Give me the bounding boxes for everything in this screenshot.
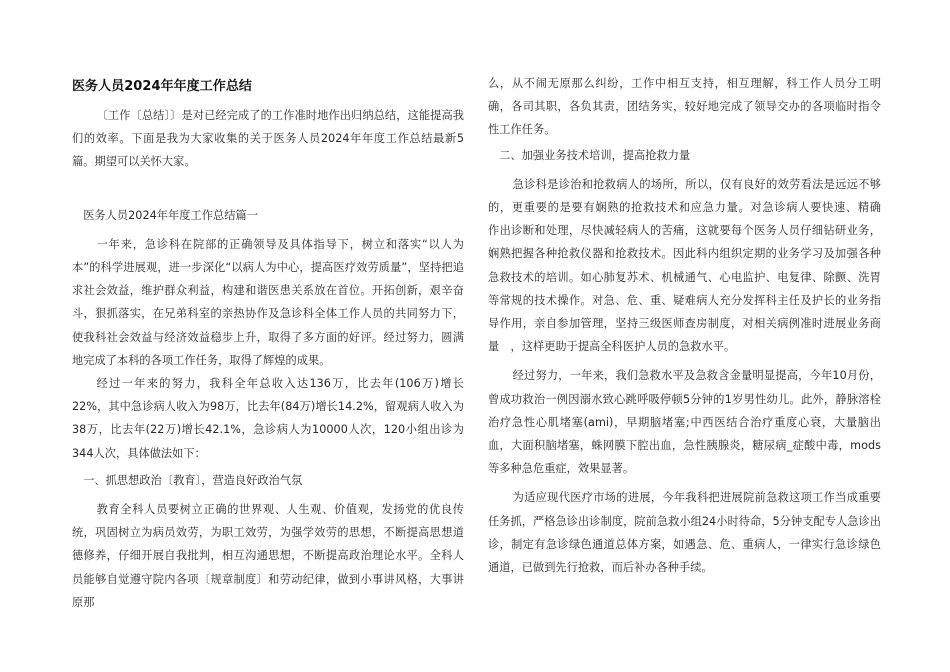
body-paragraph-1: 一年来，急诊科在院部的正确领导及具体指导下，树立和落实“以人为本”的科学进展观，进一步深化“以病人为中心，提高医疗效劳质量”，坚持把追求社会效益，维护群众利益，构建和谐医患关系放在首位。开拓创新，艰辛奋斗，狠抓落实，在兄弟科室的亲热协作及急诊科全体工作人员的共同努力下，使我科社会效益与经济效益稳步上升，取得了多方面的好评。经过努力，圆满地完成了本科的各项工作任务，取得了辉煌的成果。 — [72, 237, 464, 367]
right-paragraph-4: 为适应现代医疗市场的进展，今年我科把进展院前急救这项工作当成重要任务抓，严格急诊出诊制度，院前急救小组24小时待命，5分钟支配专人急诊出诊，制定有急诊绿色通道总体方案，如遇急、危、重病人，一律实行急诊绿色通道，已做到先行抢救，而后补办各种手续。 — [488, 491, 881, 575]
right-paragraph-3: 经过努力，一年来，我们急救水平及急救含金量明显提高，今年10月份，曾成功救治一例因溺水致心跳呼吸停顿5分钟的1岁男性幼儿。此外，静脉溶栓治疗急性心肌堵塞(ami)，早期脑堵塞;中西医结合治疗重度心衰，大量脑出血，大面积脑堵塞，蛛网膜下腔出血，急性胰腺炎，糖尿病_症酸中毒，mods等多种急危重症，效果显著。 — [488, 369, 881, 476]
document-title: 医务人员2024年年度工作总结 — [72, 79, 252, 94]
body-paragraph-2: 经过一年来的努力，我科全年总收入达136万，比去年(106万)增长22%，其中急诊病人收入为98万，比去年(84万)增长14.2%，留观病人收入为38万，比去年(22万)增长42.1%，急诊病人为10000人次，120小组出诊为344人次，具体做法如下： — [72, 377, 464, 460]
section-heading-2: 二、加强业务技术培训，提高抢救力量 — [499, 148, 691, 162]
right-column — [488, 72, 915, 579]
section-subtitle: 医务人员2024年年度工作总结篇一 — [83, 208, 258, 222]
left-column — [72, 68, 464, 614]
body-paragraph-3: 教育全科人员要树立正确的世界观、人生观、价值观，发扬党的优良传统，巩固树立为病员效劳，为职工效劳，为强学效劳的思想，不断提高思想道德修养，仔细开展自我批判，相互沟通思想，不断提高政治理论水平。全科人员能够自觉遵守院内各项〔规章制度〕和劳动纪律，做到小事讲风格，大事讲原那 — [72, 503, 464, 609]
intro-paragraph: 〔工作〔总结〕〕是对已经完成了的工作准时地作出归纳总结，这能提高我们的效率。下面是我为大家收集的关于医务人员2024年年度工作总结最新5篇。期望可以关怀大家。 — [72, 109, 464, 169]
right-paragraph-2: 急诊科是诊治和抢救病人的场所，所以，仅有良好的效劳看法是远远不够的，更重要的是要有娴熟的抢救技术和应急力量。对急诊病人要快速、精确 作出诊断和处理，尽快减轻病人的苦痛，这就要每个医务人员仔细钻研业务，娴熟把握各种抢救仪器和抢救技术。因此科内组织定期的业务学习及加强各种急救技术的培训。如心肺复苏术、机械通气、心电监护、电复律、除颤、洗胃等常规的技术操作。对急、危、重、疑难病人充分发挥科主任及护长的业务指导作用，亲自参加管理，坚持三级医师查房制度，对相关病例准时进展业务商量 ，这样更助于提高全科医护人员的急救水平。 — [488, 177, 915, 354]
section-heading-1: 一、抓思想政治〔教育〕，营造良好政治气氛 — [83, 473, 303, 487]
right-paragraph-1: 么，从不闹无原那么纠纷，工作中相互支持，相互理解，科工作人员分工明确，各司其职，各负其责，团结务实，较好地完成了领导交办的各项临时指令性工作任务。 — [488, 77, 881, 137]
